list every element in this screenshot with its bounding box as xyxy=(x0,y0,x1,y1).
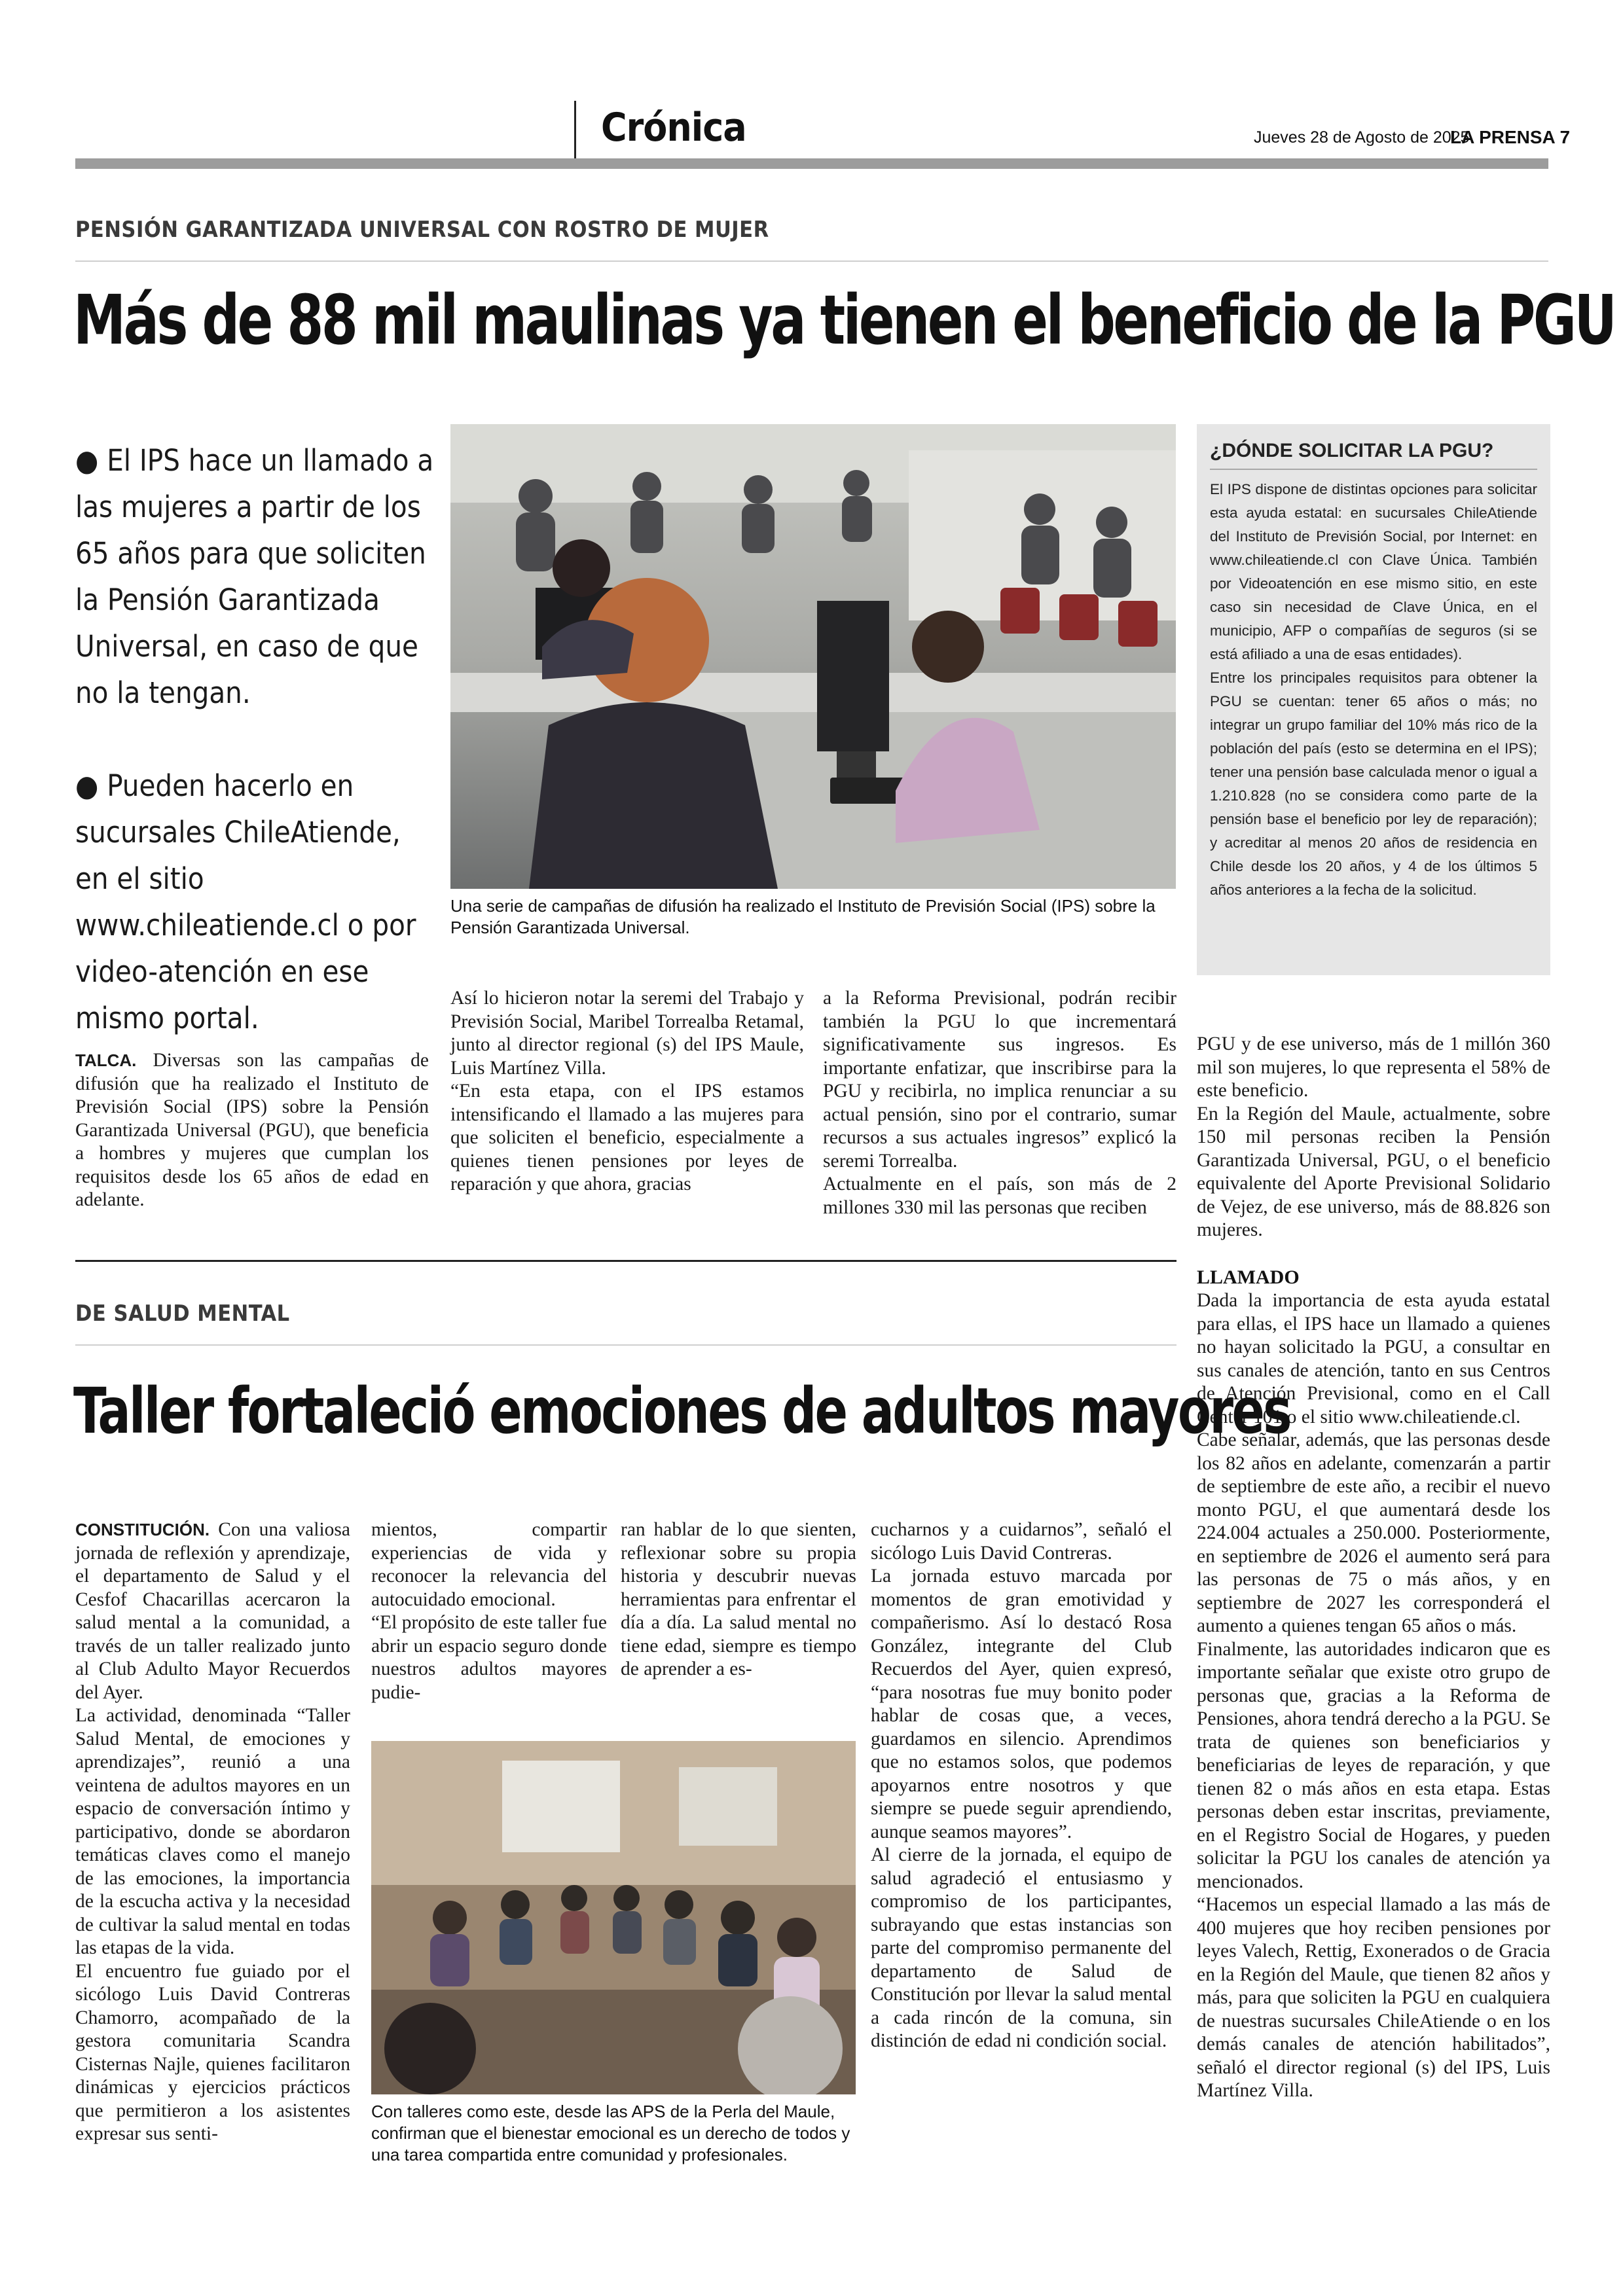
section-name: Crónica xyxy=(601,105,746,151)
header-bar xyxy=(75,158,1548,169)
issue-date: Jueves 28 de Agosto de 2025 xyxy=(1254,128,1470,147)
story2-column-1 xyxy=(75,1518,350,2146)
story1-photo-caption: Una serie de campañas de difusión ha realizado el Instituto de Previsión Social (IPS) sobre la Pensión Garantizada Universal. xyxy=(450,896,1156,937)
story1-bullet xyxy=(75,762,442,1041)
sidebar-text: El IPS dispone de distintas opciones para solicitar esta ayuda estatal: en sucursales ChileAtiende del Instituto de Previsión Social, por Internet: en www.chileatiende.cl con Clave Única. También por Videoatención en ese mismo sitio, en este caso sin necesidad de Clave Única, en el municipio, AFP o compañías de seguros (si se está afiliado a una de esas entidades). Entre los principales requisitos para obtener la PGU se cuentan: tener 65 años o más; no integrar un grupo familiar del 10% más rico de la población del país (esto se determina en el IPS); tener una pensión base calculada menor o igual a 1.210.828 (no se considera como parte de la pensión base el beneficio por ley de reparación); y acreditar al menos 20 años de residencia en Chile desde los 20 años, y 4 de los últimos 5 años anteriores a la fecha de la solicitud. xyxy=(1210,481,1537,898)
story2-column-3: ran hablar de lo que sienten, reflexionar sobre su propia historia y descubrir nuevas herramientas para enfrentar el día a día. La salud mental no tiene edad, siempre es tiempo de aprender a es- xyxy=(621,1519,856,1679)
story2-column-2: mientos, compartir experiencias de vida y reconocer la relevancia del autocuidado emocional. “El propósito de este taller fue abrir un espacio seguro donde nuestros adultos mayores pudie- xyxy=(371,1519,607,1703)
llamado-subhead: LLAMADO xyxy=(1197,1266,1300,1288)
story-divider xyxy=(75,1260,1176,1262)
bullet-dot-icon: ● xyxy=(75,443,107,478)
story2-headline: Taller fortaleció emociones de adultos mayores xyxy=(73,1374,1290,1448)
story1-col2-text: Así lo hicieron notar la seremi del Trabajo y Previsión Social, Maribel Torrealba Retamal, junto al director regional (s) del IPS Maule, Luis Martínez Villa. “En esta etapa, con el IPS estamos intensificando el llamado a las mujeres para que soliciten el beneficio, especialmente a quienes tienen pensiones por leyes de reparación y que ahora, gracias xyxy=(450,988,804,1194)
story1-col4-text: PGU y de ese universo, más de 1 millón 360 mil son mujeres, lo que representa el 58% de este beneficio. En la Región del Maule, actualmente, sobre 150 mil personas reciben la Pensión Garantizada Universal, PGU, o el beneficio equivalente del Aporte Previsional Solidario de Vejez, de ese universo, más de 88.826 son mujeres. xyxy=(1197,1033,1550,1240)
story1-bullet xyxy=(75,437,442,716)
story2-kicker: DE SALUD MENTAL xyxy=(75,1300,290,1327)
bullet-dot-icon: ● xyxy=(75,768,107,803)
sidebar-rule xyxy=(1210,469,1537,470)
story1-col3-text: a la Reforma Previsional, podrán recibir también la PGU lo que incrementará significativamente sus ingresos. Es importante enfatizar, que inscribirse para la PGU y recibirla, no implica renunciar a su actual pensión, sino por el contrario, sumar recursos a sus actuales ingresos” explicó la seremi Torrealba. Actualmente en el país, son más de 2 millones 330 mil las personas que reciben xyxy=(823,988,1176,1218)
story1-column-2 xyxy=(450,987,804,1196)
llamado-text: Dada la importancia de esta ayuda estatal para ellas, el IPS hace un llamado a quienes no hayan solicitado la PGU, a consultar en sus canales de atención, tanto en sus Centros de Atención Previsional, como en el Call Center 101 o el sitio www.chileatiende.cl. Cabe señalar, además, que las personas desde los 82 años en adelante, comenzarán a partir de septiembre de este año, a recibir el nuevo monto PGU, el que aumentará desde los 224.004 actuales a 250.000. Posteriormente, en septiembre de 2026 el aumento será para las personas de 75 o más años, y en septiembre de 2027 les corresponderá el aumento a quienes tengan 65 años o más. Finalmente, las autoridades indicaron que es importante señalar que existe otro grupo de personas que, gracias a la Reforma de Pensiones, ahora tendrá derecho a la PGU. Se trata de quienes son beneficiarios y beneficiarias de leyes de reparación, y que tienen 82 o más años en esta etapa. Estas personas deben estar inscritas, previamente, en el Registro Social de Hogares, y pueden solicitar la PGU los canales de atención ya mencionados. “Hacemos un especial llamado a las más de 400 mujeres que hoy reciben pensiones por leyes Valech, Rettig, Exonerados o de Gracia en la Región del Maule, que tienen 82 años y más, para que soliciten la PGU en cualquiera de nuestras sucursales ChileAtiende o en los demás canales de atención habilitados”, señaló el director regional (s) del IPS, Luis Martínez Villa. xyxy=(1197,1290,1550,2101)
story1-column-1 xyxy=(75,1049,429,1212)
story1-kicker: PENSIÓN GARANTIZADA UNIVERSAL CON ROSTRO DE MUJER xyxy=(75,217,769,243)
header-divider xyxy=(574,101,576,158)
story2-column-4: cucharnos y a cuidarnos”, señaló el sicólogo Luis David Contreras. La jornada estuvo marcada por momentos de gran emotividad y compañerismo. Así lo destacó Rosa González, integrante del Club Recuerdos del Ayer, quien expresó, “para nosotras fue muy bonito poder hablar de cosas que, a veces, guardamos en silencio. Aprendimos que no estamos solos, que podemos apoyarnos entre nosotros y que siempre se puede seguir aprendiendo, aunque seamos mayores”. Al cierre de la jornada, el equipo de salud agradeció el entusiasmo y compromiso de los participantes, subrayando que estas instancias son parte del compromiso permanente del departamento de Salud de Constitución por llevar la salud mental a cada rincón de la comuna, sin distinción de edad ni condición social. xyxy=(871,1519,1172,2051)
story1-column-3 xyxy=(823,987,1176,1219)
story2-col1-text: Con una valiosa jornada de reflexión y aprendizaje, el departamento de Salud y el Cesfof Chacarillas acercaron la salud mental a la comunidad, a través de un taller realizado junto al Club Adulto Mayor Recuerdos del Ayer. La actividad, denominada “Taller Salud Mental, de emociones y aprendizajes”, reunió a una veintena de adultos mayores en un espacio de conversación íntimo y participativo, donde se abordaron temáticas claves como el manejo de las emociones, la importancia de la escucha activa y la necesidad de cultivar la salud mental en todas las etapas de la vida. El encuentro fue guiado por el sicólogo Luis David Contreras Chamorro, acompañado de la gestora comunitaria Scandra Cisternas Najle, quienes facilitaron dinámicas y ejercicios prácticos que permitieron a los asistentes expresar sus senti- xyxy=(75,1519,350,2144)
story1-headline: Más de 88 mil maulinas ya tienen el beneficio de la PGU xyxy=(73,280,1615,360)
story1-kicker-rule xyxy=(75,260,1548,262)
sidebar-title: ¿DÓNDE SOLICITAR LA PGU? xyxy=(1210,440,1494,461)
story1-photo xyxy=(450,424,1176,889)
dateline: TALCA. xyxy=(75,1050,137,1070)
bullet-text: El IPS hace un llamado a las mujeres a partir de los 65 años para que soliciten la Pensión Garantizada Universal, en caso de que no la tengan. xyxy=(75,443,434,710)
story2-photo xyxy=(371,1741,856,2094)
story1-col1-text: Diversas son las campañas de difusión que ha realizado el Instituto de Previsión Social (IPS) sobre la Pensión Garantizada Universal (PGU), que beneficia a hombres y mujeres que cumplan los requisitos desde los 65 años de edad en adelante. xyxy=(75,1050,429,1210)
dateline: CONSTITUCIÓN. xyxy=(75,1520,210,1539)
story2-photo-caption: Con talleres como este, desde las APS de la Perla del Maule, confirman que el bienestar emocional es un derecho de todos y una tarea compartida entre comunidad y profesionales. xyxy=(371,2102,850,2164)
story1-column-4 xyxy=(1197,1033,1550,1242)
bullet-text: Pueden hacerlo en sucursales ChileAtiende, en el sitio www.chileatiende.cl o por video-atención en ese mismo portal. xyxy=(75,768,416,1035)
story2-kicker-rule xyxy=(75,1344,1176,1346)
publication-page: LA PRENSA 7 xyxy=(1450,127,1571,147)
